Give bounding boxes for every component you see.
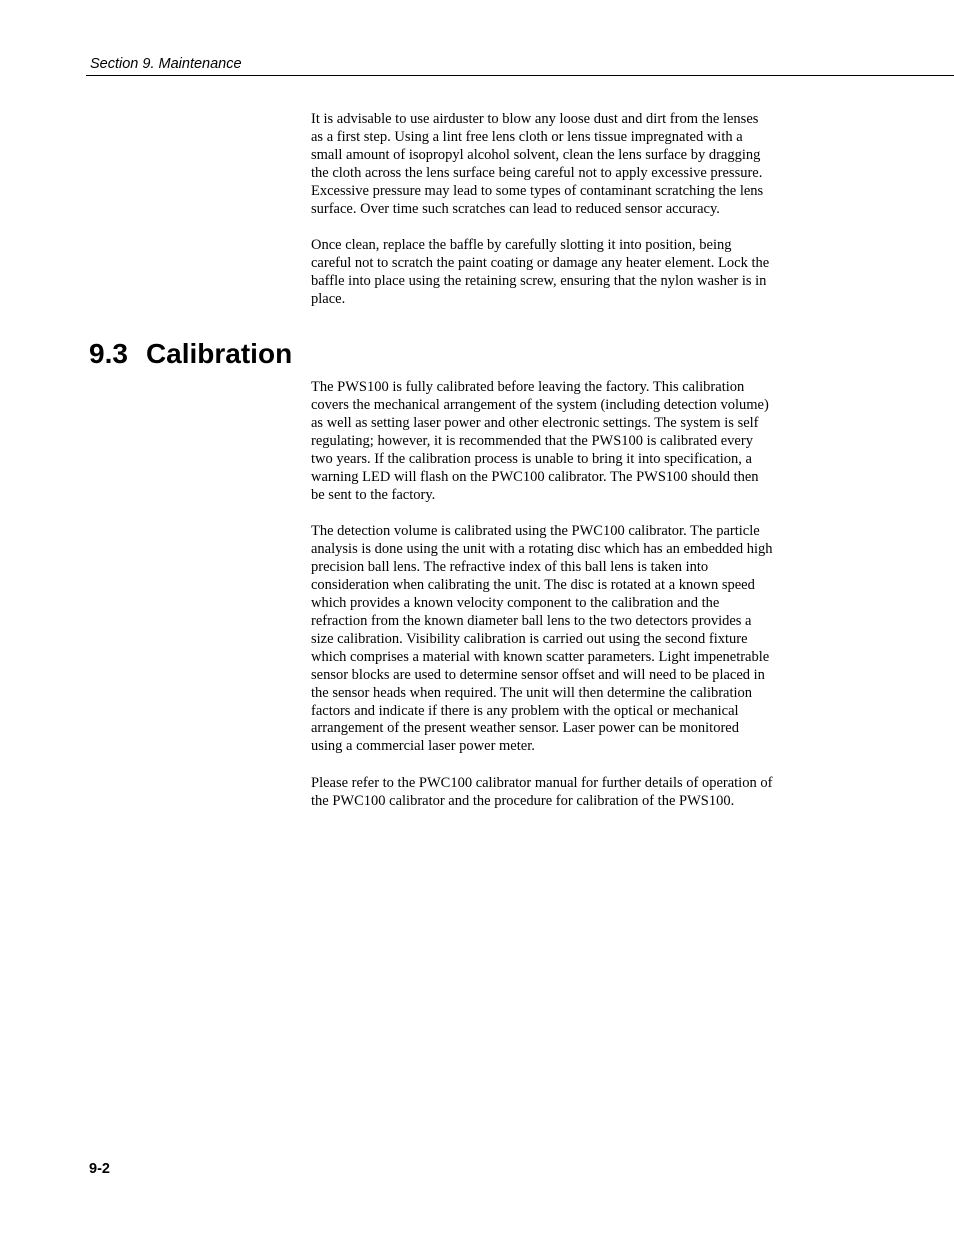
paragraph-factory-calibration: The PWS100 is fully calibrated before leaving the factory. This calibration covers the mechanical arrangement of the system (including detection volume) as well as setting laser power and other electronic settings. The system is self regulating; however, it is recommended that the PWS100 is calibrated every two years. If the calibration process is unable to bring it into specification, a warning LED will flash on the PWC100 calibrator. The PWS100 should then be sent to the factory. — [311, 379, 769, 503]
running-header: Section 9. Maintenance — [90, 56, 242, 72]
header-rule — [86, 75, 954, 76]
paragraph-baffle-replacement: Once clean, replace the baffle by carefully slotting it into position, being careful not to scratch the paint coating or damage any heater element. Lock the baffle into place using the retaining screw, ensuring that the nylon washer is in place. — [311, 237, 770, 307]
paragraph-lens-cleaning: It is advisable to use airduster to blow any loose dust and dirt from the lenses as a first step. Using a lint free lens cloth or lens tissue impregnated with a small amount of isopropyl alcohol solvent, clean the lens surface by dragging the cloth across the lens surface being careful not to apply excessive pressure. Excessive pressure may lead to some types of contaminant scratching the lens surface. Over time such scratches can lead to reduced sensor accuracy. — [311, 111, 764, 217]
paragraph-detection-volume: The detection volume is calibrated using the PWC100 calibrator. The particle analysis is done using the unit with a rotating disc which has an embedded high precision ball lens. The refractive index of this ball lens is taken into consideration when calibrating the unit. The disc is rotated at a known speed which provides a known velocity component to the calibration and the refraction from the known diameter ball lens to the two detectors provides a size calibration. Visibility calibration is carried out using the second fixture which comprises a material with known scatter parameters. Light impenetrable sensor blocks are used to determine sensor offset and will need to be placed in the sensor heads when required. The unit will then determine the calibration factors and indicate if there is any problem with the optical or mechanical arrangement of the present weather sensor. Laser power can be monitored using a commercial laser power meter. — [311, 523, 773, 755]
page-number: 9-2 — [89, 1161, 110, 1177]
paragraph-manual-reference: Please refer to the PWC100 calibrator manual for further details of operation of the PWC100 calibrator and the procedure for calibration of the PWS100. — [311, 775, 773, 809]
section-title: Calibration — [145, 338, 293, 369]
section-number: 9.3 — [89, 338, 128, 369]
section-heading — [89, 336, 292, 372]
